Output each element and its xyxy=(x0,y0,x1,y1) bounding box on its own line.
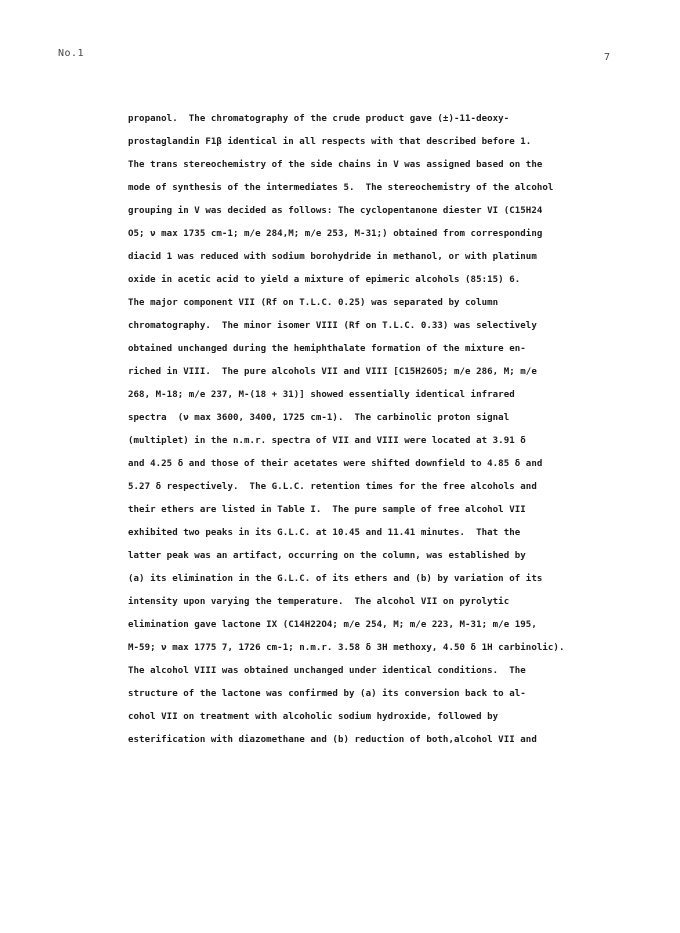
text-line: 268, M-18; m/e 237, M-(18 + 31)] showed essentially identical infrared xyxy=(128,390,515,400)
text-line: obtained unchanged during the hemiphthalate formation of the mixture en- xyxy=(128,344,526,354)
text-line: intensity upon varying the temperature. The alcohol VII on pyrolytic xyxy=(128,597,510,607)
body-text xyxy=(128,108,568,752)
text-line: (multiplet) in the n.m.r. spectra of VII and VIII were located at 3.91 δ xyxy=(128,436,526,446)
text-line: mode of synthesis of the intermediates 5. The stereochemistry of the alcohol xyxy=(128,183,554,193)
text-line: oxide in acetic acid to yield a mixture of epimeric alcohols (85:15) 6. xyxy=(128,275,521,285)
text-line: exhibited two peaks in its G.L.C. at 10.45 and 11.41 minutes. That the xyxy=(128,528,521,538)
text-line: 5.27 δ respectively. The G.L.C. retention times for the free alcohols and xyxy=(128,482,537,492)
text-line: grouping in V was decided as follows: The cyclopentanone diester VI (C15H24 xyxy=(128,206,543,216)
text-line: The alcohol VIII was obtained unchanged under identical conditions. The xyxy=(128,666,526,676)
text-line: riched in VIII. The pure alcohols VII and VIII [C15H26O5; m/e 286, M; m/e xyxy=(128,367,537,377)
page-header-label: No.1 xyxy=(58,48,85,59)
text-line: propanol. The chromatography of the crude product gave (±)-11-deoxy- xyxy=(128,114,510,124)
page-number: 7 xyxy=(604,52,611,63)
text-line: The trans stereochemistry of the side chains in V was assigned based on the xyxy=(128,160,543,170)
text-line: prostaglandin F1β identical in all respects with that described before 1. xyxy=(128,137,532,147)
text-line: O5; ν max 1735 cm-1; m/e 284,M; m/e 253, M-31;) obtained from corresponding xyxy=(128,229,543,239)
text-line: M-59; ν max 1775 7, 1726 cm-1; n.m.r. 3.58 δ 3H methoxy, 4.50 δ 1H carbinolic). xyxy=(128,643,565,653)
text-line: esterification with diazomethane and (b) reduction of both,alcohol VII and xyxy=(128,735,537,745)
text-line: spectra (ν max 3600, 3400, 1725 cm-1). The carbinolic proton signal xyxy=(128,413,510,423)
text-line: The major component VII (Rf on T.L.C. 0.25) was separated by column xyxy=(128,298,499,308)
text-line: structure of the lactone was confirmed by (a) its conversion back to al- xyxy=(128,689,526,699)
text-line: diacid 1 was reduced with sodium borohydride in methanol, or with platinum xyxy=(128,252,537,262)
text-line: chromatography. The minor isomer VIII (Rf on T.L.C. 0.33) was selectively xyxy=(128,321,537,331)
text-line: cohol VII on treatment with alcoholic sodium hydroxide, followed by xyxy=(128,712,499,722)
text-line: and 4.25 δ and those of their acetates were shifted downfield to 4.85 δ and xyxy=(128,459,543,469)
text-line: their ethers are listed in Table I. The pure sample of free alcohol VII xyxy=(128,505,526,515)
text-line: (a) its elimination in the G.L.C. of its ethers and (b) by variation of its xyxy=(128,574,543,584)
text-line: elimination gave lactone IX (C14H22O4; m/e 254, M; m/e 223, M-31; m/e 195, xyxy=(128,620,537,630)
text-line: latter peak was an artifact, occurring on the column, was established by xyxy=(128,551,526,561)
